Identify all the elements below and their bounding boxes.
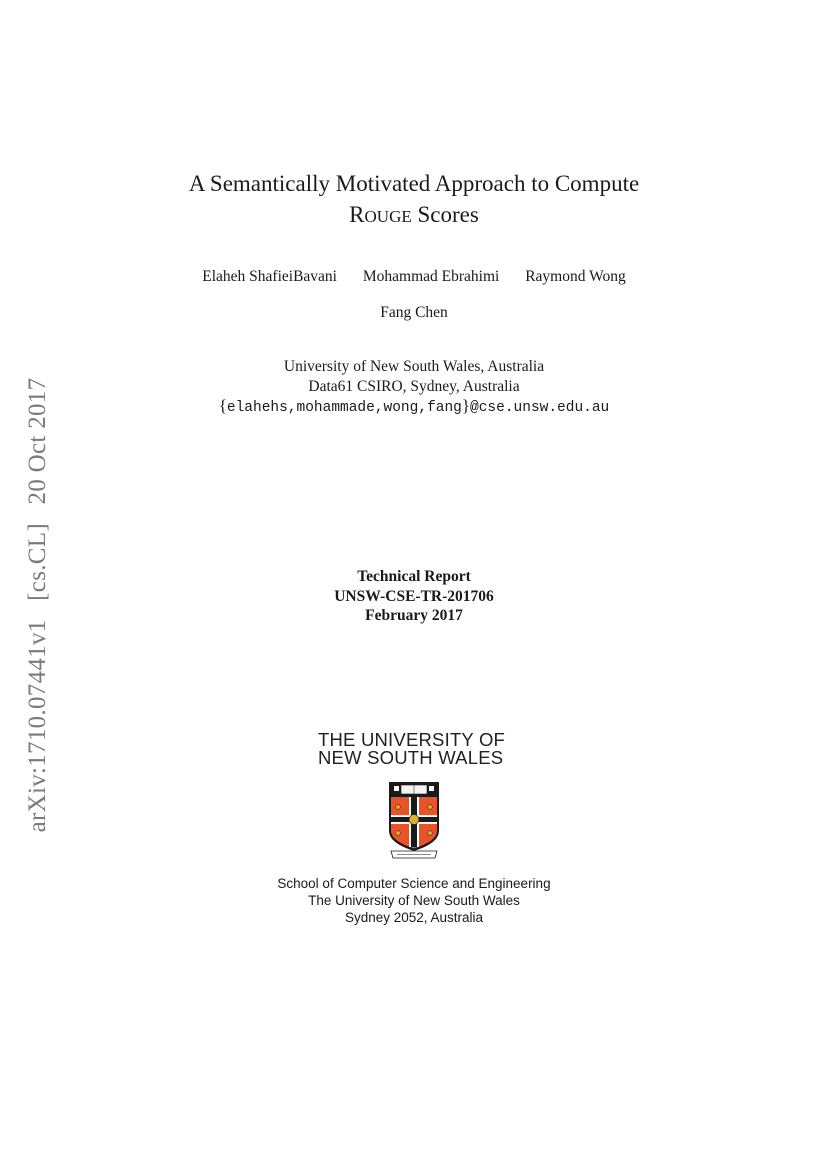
affiliation-line-2: Data61 CSIRO, Sydney, Australia — [308, 377, 520, 395]
university-name: The University of New South Wales — [308, 893, 520, 908]
arxiv-id: arXiv:1710.07441v1 — [24, 619, 51, 833]
report-number: UNSW-CSE-TR-201706 — [334, 587, 494, 605]
author-list-line-2 — [0, 304, 828, 322]
university-wordmark-line-1: THE UNIVERSITY OF — [318, 729, 506, 750]
title-line-1: A Semantically Motivated Approach to Compute — [188, 171, 640, 196]
report-type: Technical Report — [357, 568, 471, 585]
postal-address: Sydney 2052, Australia — [344, 910, 484, 925]
arxiv-category: [cs.CL] — [24, 523, 51, 601]
school-address — [0, 875, 828, 926]
affiliation-block — [0, 357, 828, 419]
brace-close: } — [461, 396, 471, 415]
author-name: Mohammad Ebrahimi — [362, 268, 500, 285]
author-name: Elaheh ShafieiBavani — [202, 268, 337, 285]
author-name: Fang Chen — [380, 304, 448, 321]
unsw-crest-icon — [388, 781, 440, 861]
rouge-smallcaps: OUGE — [364, 207, 412, 226]
report-date: February 2017 — [365, 607, 463, 624]
paper-title — [0, 168, 828, 232]
university-wordmark-line-2: NEW SOUTH WALES — [318, 747, 504, 768]
email-line — [0, 396, 828, 419]
arxiv-date: 20 Oct 2017 — [24, 377, 51, 505]
brace-open: { — [218, 396, 227, 415]
affiliation-line-1: University of New South Wales, Australia — [283, 358, 545, 375]
email-users: elahehs,mohammade,wong,fang — [226, 400, 462, 416]
email-domain: @cse.unsw.edu.au — [470, 400, 610, 416]
rouge-initial: R — [349, 202, 365, 227]
author-name: Raymond Wong — [525, 268, 626, 285]
title-line-2-rest: Scores — [411, 202, 479, 227]
report-block — [0, 567, 828, 626]
author-list — [0, 268, 828, 286]
university-wordmark — [318, 731, 505, 767]
school-name: School of Computer Science and Engineering — [277, 876, 551, 891]
title-line-2 — [0, 199, 828, 232]
